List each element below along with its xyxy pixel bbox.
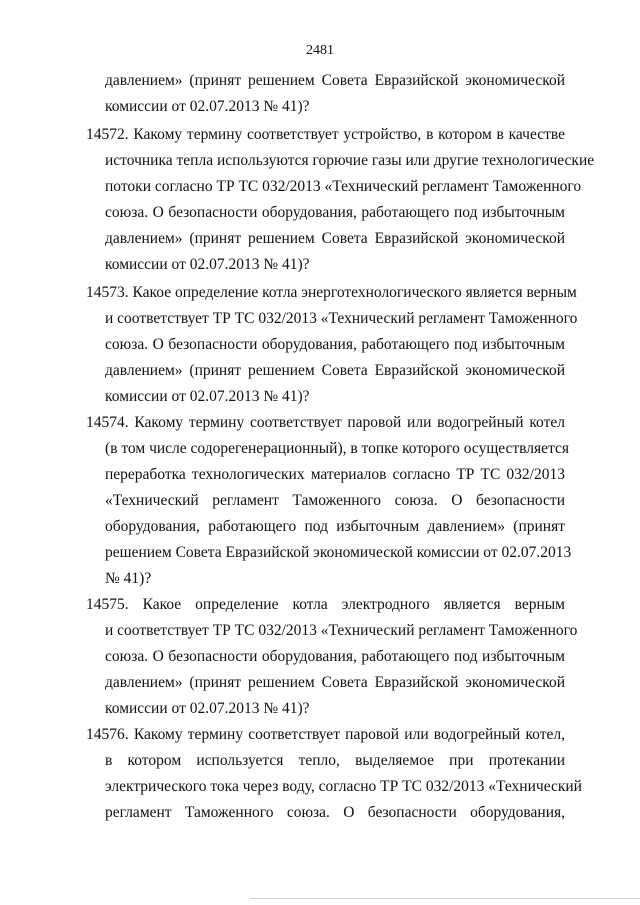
- text-line: и соответствует ТР ТС 032/2013 «Технический регламент Таможенного: [105, 622, 578, 639]
- text-line: регламент Таможенного союза. О безопасности оборудования,: [105, 804, 565, 821]
- text-line: 14572. Какому термину соответствует устройство, в котором в качестве: [86, 126, 565, 143]
- text-line: давлением» (принят решением Совета Евразийской экономической: [105, 230, 565, 247]
- text-line: союза. О безопасности оборудования, работающего под избыточным: [105, 648, 565, 665]
- text-line: решением Совета Евразийской экономической комиссии от 02.07.2013: [105, 544, 572, 561]
- text-line: 14574. Какому термину соответствует паровой или водогрейный котел: [86, 414, 565, 431]
- text-line: давлением» (принят решением Совета Евразийской экономической: [105, 72, 565, 89]
- text-line: союза. О безопасности оборудования, работающего под избыточным: [105, 336, 565, 353]
- text-line: комиссии от 02.07.2013 № 41)?: [105, 388, 310, 405]
- text-line: союза. О безопасности оборудования, работающего под избыточным: [105, 204, 565, 221]
- text-line: в котором используется тепло, выделяемое при протекании: [105, 752, 565, 769]
- text-line: комиссии от 02.07.2013 № 41)?: [105, 700, 310, 717]
- text-line: 14573. Какое определение котла энерготехнологического является верным: [86, 284, 577, 301]
- text-line: оборудования, работающего под избыточным давлением» (принят: [105, 518, 565, 535]
- text-line: переработка технологических материалов согласно ТР ТС 032/2013: [105, 466, 565, 483]
- text-line: комиссии от 02.07.2013 № 41)?: [105, 256, 310, 273]
- text-line: комиссии от 02.07.2013 № 41)?: [105, 98, 310, 115]
- text-line: (в том числе содорегенерационный), в топке которого осуществляется: [105, 440, 570, 457]
- text-line: 14575. Какое определение котла электродного является верным: [86, 596, 565, 613]
- text-line: электрического тока через воду, согласно ТР ТС 032/2013 «Технический: [105, 778, 582, 795]
- text-line: источника тепла используются горючие газы или другие технологические: [105, 152, 595, 169]
- text-line: «Технический регламент Таможенного союза. О безопасности: [105, 492, 565, 509]
- text-line: давлением» (принят решением Совета Евразийской экономической: [105, 674, 565, 691]
- text-line: и соответствует ТР ТС 032/2013 «Технический регламент Таможенного: [105, 310, 578, 327]
- text-line: потоки согласно ТР ТС 032/2013 «Технический регламент Таможенного: [105, 178, 582, 195]
- page-number: 2481: [306, 43, 334, 58]
- text-line: давлением» (принят решением Совета Евразийской экономической: [105, 362, 565, 379]
- scan-edge-line: [250, 898, 640, 899]
- text-line: 14576. Какому термину соответствует паровой или водогрейный котел,: [86, 726, 565, 743]
- text-line: № 41)?: [105, 570, 152, 587]
